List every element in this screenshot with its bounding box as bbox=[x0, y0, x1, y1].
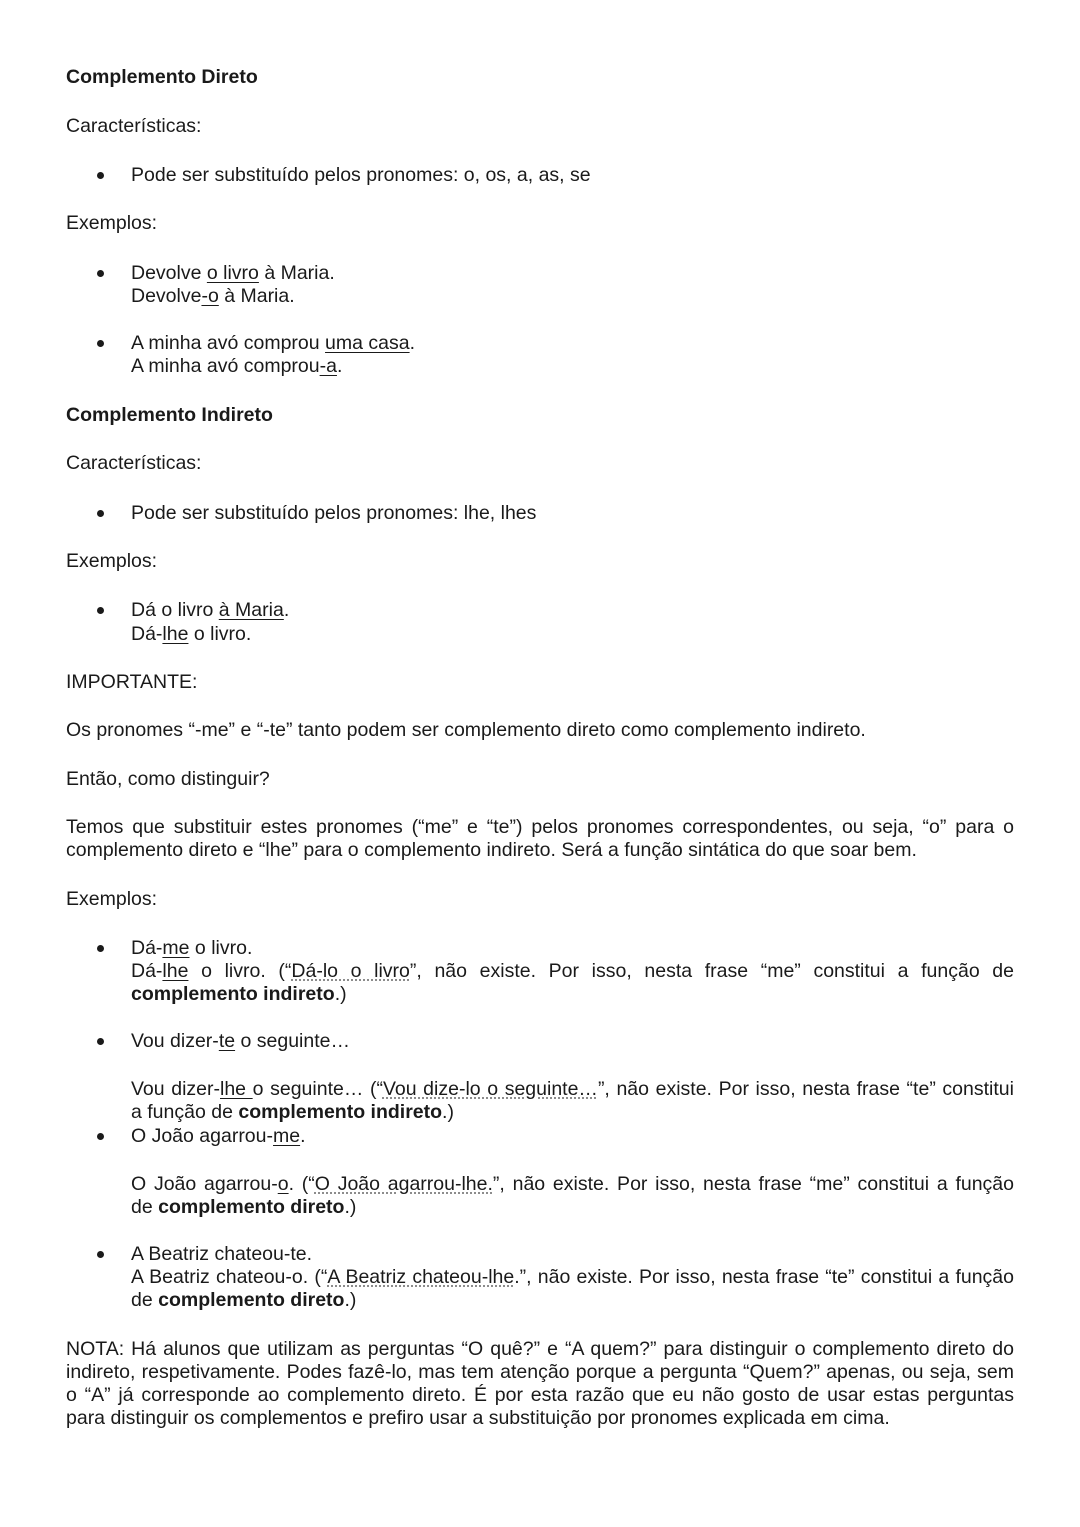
example-2-line-1: Vou dizer-te o seguinte… bbox=[131, 1030, 350, 1052]
label-exemplos: Exemplos: bbox=[66, 550, 158, 572]
example-3-explanation: O João agarrou-o. (“O João agarrou-lhe.”, não existe. Por isso, nesta frase “me” constitui a função de complemento direto.) bbox=[131, 1173, 1014, 1218]
heading-complemento-direto: Complemento Direto bbox=[66, 66, 258, 88]
example-4-explanation: A Beatriz chateou-o. (“A Beatriz chateou-lhe.”, não existe. Por isso, nesta frase “te” constitui a função de complemento direto.) bbox=[131, 1266, 1014, 1311]
bullet-icon bbox=[97, 172, 104, 179]
bullet-icon bbox=[97, 510, 104, 517]
example-3-line-1: O João agarrou-me. bbox=[131, 1125, 306, 1147]
example-1-line-1: Dá-me o livro. bbox=[131, 937, 253, 959]
bullet-icon bbox=[97, 340, 104, 347]
cd-example-1-line-1: Devolve o livro à Maria. bbox=[131, 262, 335, 284]
cd-characteristic: Pode ser substituído pelos pronomes: o, os, a, as, se bbox=[131, 164, 591, 186]
bullet-icon bbox=[97, 607, 104, 614]
label-exemplos: Exemplos: bbox=[66, 212, 158, 234]
bullet-icon bbox=[97, 1251, 104, 1258]
cd-example-2-line-1: A minha avó comprou uma casa. bbox=[131, 332, 415, 354]
ci-example-1-line-1: Dá o livro à Maria. bbox=[131, 599, 290, 621]
label-caracteristicas: Características: bbox=[66, 115, 202, 137]
ci-characteristic: Pode ser substituído pelos pronomes: lhe, lhes bbox=[131, 502, 537, 524]
importante-paragraph-2: Então, como distinguir? bbox=[66, 768, 270, 790]
bullet-icon bbox=[97, 945, 104, 952]
bullet-icon bbox=[97, 1133, 104, 1140]
example-1-explanation: Dá-lhe o livro. (“Dá-lo o livro”, não existe. Por isso, nesta frase “me” constitui a função de complemento indireto.) bbox=[131, 960, 1014, 1005]
bullet-icon bbox=[97, 1038, 104, 1045]
label-caracteristicas: Características: bbox=[66, 452, 202, 474]
heading-complemento-indireto: Complemento Indireto bbox=[66, 404, 273, 426]
importante-paragraph-1: Os pronomes “-me” e “-te” tanto podem ser complemento direto como complemento indireto. bbox=[66, 719, 866, 741]
ci-example-1-line-2: Dá-lhe o livro. bbox=[131, 623, 252, 645]
cd-example-1-line-2: Devolve-o à Maria. bbox=[131, 285, 295, 307]
example-4-line-1: A Beatriz chateou-te. bbox=[131, 1243, 313, 1265]
example-2-explanation: Vou dizer-lhe o seguinte… (“Vou dize-lo o seguinte…”, não existe. Por isso, nesta frase “te” constitui a função de complemento indireto.) bbox=[131, 1078, 1014, 1123]
label-exemplos: Exemplos: bbox=[66, 888, 158, 910]
label-importante: IMPORTANTE: bbox=[66, 671, 198, 693]
bullet-icon bbox=[97, 270, 104, 277]
cd-example-2-line-2: A minha avó comprou-a. bbox=[131, 355, 343, 377]
nota-paragraph: NOTA: Há alunos que utilizam as perguntas “O quê?” e “A quem?” para distinguir o complemento direto do indireto, respetivamente. Podes fazê-lo, mas tem atenção porque a pergunta “Quem?” apenas, ou seja, sem o “A” já corresponde ao complemento direto. É por esta razão que eu não gosto de usar estas perguntas para distinguir os complementos e prefiro usar a substituição por pronomes explicada em cima. bbox=[66, 1338, 1014, 1429]
importante-paragraph-3: Temos que substituir estes pronomes (“me” e “te”) pelos pronomes correspondentes, ou seja, “o” para o complemento direto e “lhe” para o complemento indireto. Será a função sintática do que soar bem. bbox=[66, 816, 1014, 861]
